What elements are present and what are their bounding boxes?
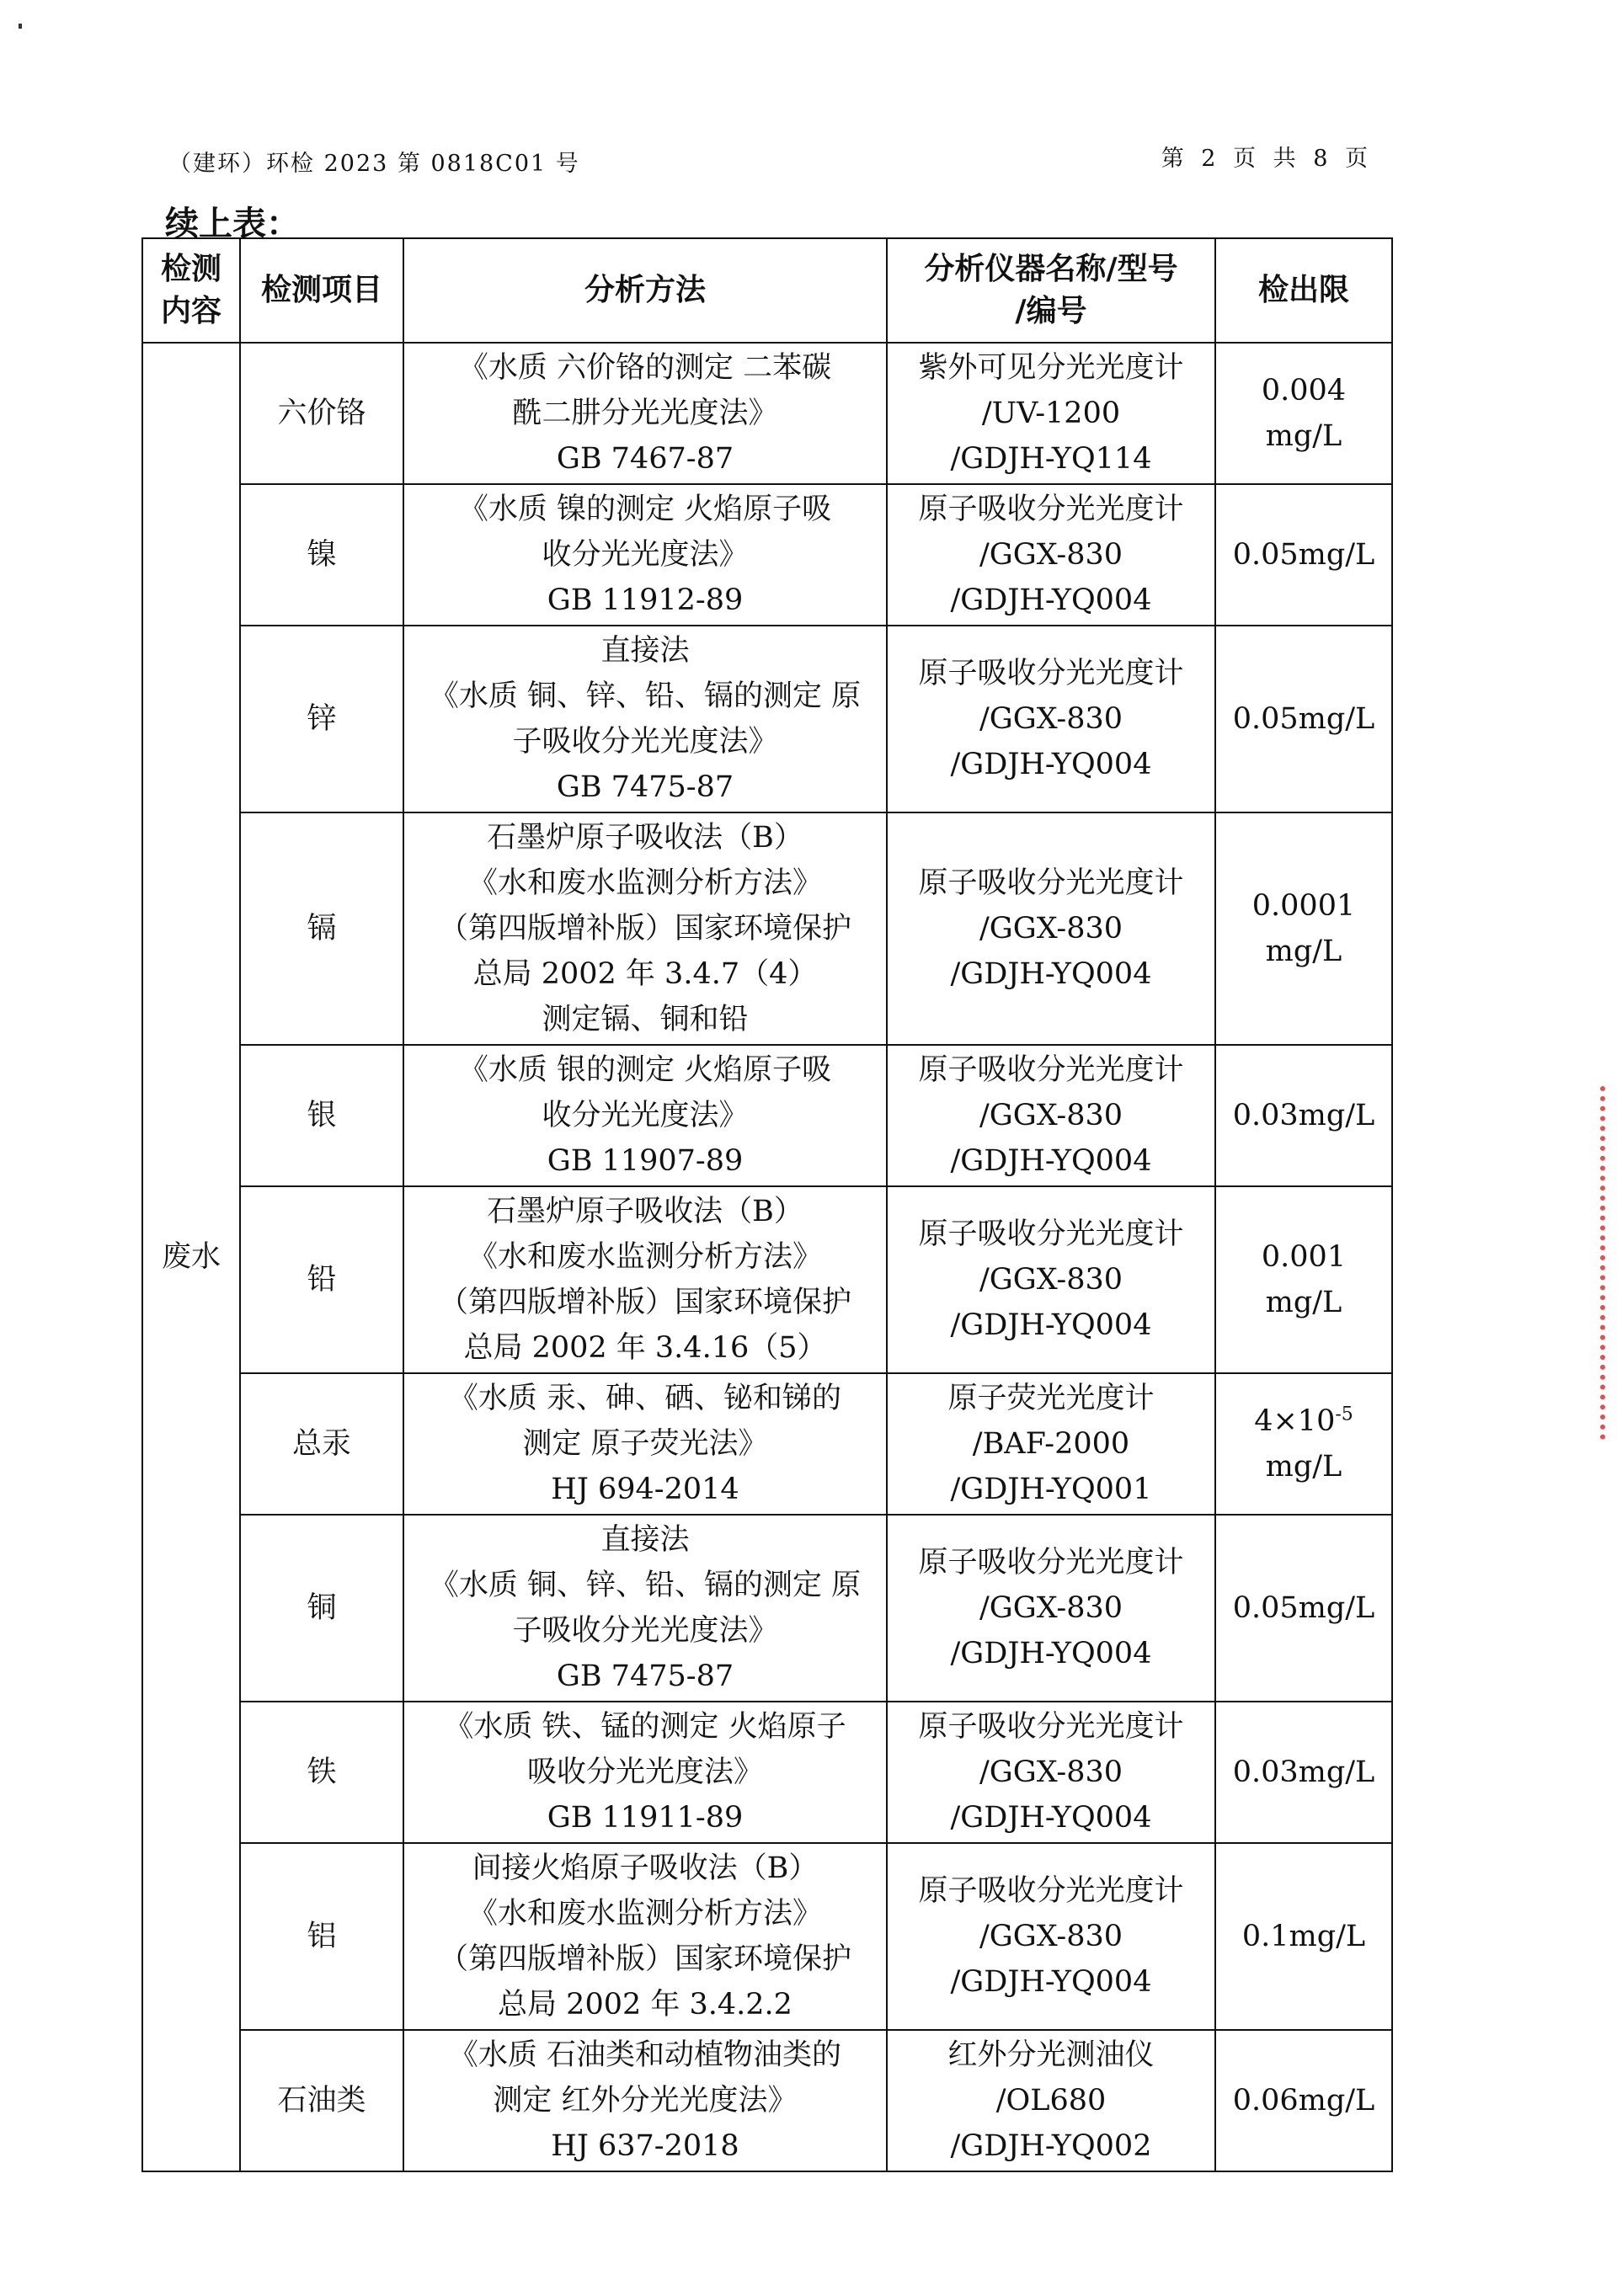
method-cell-line: 直接法 xyxy=(600,634,690,668)
table-row xyxy=(142,2030,1392,2171)
method-cell-line: 子吸收分光光度法》 xyxy=(512,1614,778,1648)
method-cell-line: 《水质 六价铬的测定 二苯碳 xyxy=(458,351,832,385)
report-number: （建环）环检 2023 第 0818C01 号 xyxy=(168,151,580,177)
page-indicator: 第 2 页 共 8 页 xyxy=(1161,146,1373,172)
method-cell-line: 《水质 铜、锌、铅、镉的测定 原 xyxy=(429,1569,862,1602)
header-instrument-2: /编号 xyxy=(1015,294,1087,328)
instrument-cell xyxy=(887,343,1215,484)
method-cell-line: GB 7475-87 xyxy=(556,1659,734,1693)
method-cell-line: 收分光光度法》 xyxy=(542,1099,749,1132)
limit-cell xyxy=(1215,484,1392,626)
method-cell-line: GB 11912-89 xyxy=(547,583,744,617)
table-row xyxy=(142,1843,1392,2030)
instrument-cell xyxy=(887,484,1215,626)
method-cell xyxy=(403,2030,887,2171)
method-cell-line: 《水质 铁、锰的测定 火焰原子 xyxy=(444,1710,846,1744)
limit-cell xyxy=(1215,1843,1392,2030)
limit-cell-line: 0.03mg/L xyxy=(1232,1099,1375,1132)
method-cell-line: 子吸收分光光度法》 xyxy=(512,725,778,759)
method-cell-line: GB 11911-89 xyxy=(547,1801,744,1835)
instrument-cell-line: 原子吸收分光光度计 xyxy=(918,1053,1184,1087)
method-cell-line: GB 7475-87 xyxy=(556,770,734,804)
method-cell-line: （第四版增补版）国家环境保护 xyxy=(438,1942,851,1976)
table-row xyxy=(142,626,1392,812)
table-header-row xyxy=(142,238,1392,343)
limit-cell xyxy=(1215,1045,1392,1186)
method-cell-line: 间接火焰原子吸收法（B） xyxy=(472,1851,819,1885)
limit-cell-line: 0.05mg/L xyxy=(1232,702,1375,736)
continued-label: 续上表： xyxy=(165,205,300,243)
method-cell xyxy=(403,1702,887,1843)
instrument-cell-line: /GGX-830 xyxy=(979,1591,1123,1625)
instrument-cell-line: /GDJH-YQ001 xyxy=(950,1473,1152,1506)
header-instrument-1: 分析仪器名称/型号 xyxy=(924,252,1178,286)
method-cell-line: 《水和废水监测分析方法》 xyxy=(467,1240,822,1274)
item-cell: 铁 xyxy=(240,1702,403,1843)
method-cell-line: 酰二肼分光光度法》 xyxy=(512,397,778,430)
instrument-cell-line: /GGX-830 xyxy=(979,1263,1123,1297)
instrument-cell xyxy=(887,1515,1215,1702)
instrument-cell-line: /GGX-830 xyxy=(979,1099,1123,1132)
method-cell-line: 《水和废水监测分析方法》 xyxy=(467,866,822,900)
header-detection-content-1: 检测 xyxy=(160,252,221,286)
limit-cell xyxy=(1215,1186,1392,1373)
instrument-cell xyxy=(887,1186,1215,1373)
table-row xyxy=(142,1515,1392,1702)
instrument-cell xyxy=(887,812,1215,1045)
method-cell-line: 直接法 xyxy=(600,1523,690,1557)
instrument-cell xyxy=(887,1045,1215,1186)
red-seal-edge xyxy=(1600,1086,1617,1440)
table-row xyxy=(142,1186,1392,1373)
limit-cell-line: 0.004 xyxy=(1261,374,1347,408)
method-cell xyxy=(403,484,887,626)
instrument-cell-line: 原子荧光光度计 xyxy=(947,1382,1155,1415)
item-cell: 铅 xyxy=(240,1186,403,1373)
method-cell-line: 《水质 镍的测定 火焰原子吸 xyxy=(458,493,832,526)
instrument-cell-line: /GGX-830 xyxy=(979,702,1123,736)
instrument-cell-line: /OL680 xyxy=(995,2084,1107,2118)
limit-cell-line: 0.05mg/L xyxy=(1232,538,1375,572)
method-cell xyxy=(403,1515,887,1702)
instrument-cell-line: 原子吸收分光光度计 xyxy=(918,493,1184,526)
table-row xyxy=(142,1373,1392,1515)
instrument-cell-line: /GDJH-YQ004 xyxy=(950,1801,1152,1835)
limit-cell-line: mg/L xyxy=(1265,1450,1342,1484)
table-row xyxy=(142,1045,1392,1186)
limit-cell-line: 0.001 xyxy=(1261,1240,1347,1274)
instrument-cell-line: /GDJH-YQ002 xyxy=(950,2129,1152,2163)
limit-cell-line: 0.06mg/L xyxy=(1232,2084,1375,2118)
limit-cell xyxy=(1215,1702,1392,1843)
limit-cell-line: 0.05mg/L xyxy=(1232,1591,1375,1625)
method-cell-line: 《水和废水监测分析方法》 xyxy=(467,1897,822,1931)
instrument-cell-line: 原子吸收分光光度计 xyxy=(918,866,1184,900)
method-cell-line: HJ 694-2014 xyxy=(551,1473,739,1506)
method-cell xyxy=(403,343,887,484)
limit-cell-line: mg/L xyxy=(1265,1286,1342,1319)
instrument-cell-line: /GDJH-YQ004 xyxy=(950,1965,1152,1999)
item-cell: 锌 xyxy=(240,626,403,812)
instrument-cell-line: 紫外可见分光光度计 xyxy=(918,351,1184,385)
method-cell-line: （第四版增补版）国家环境保护 xyxy=(438,912,851,946)
method-cell xyxy=(403,1843,887,2030)
header-detection-content xyxy=(142,238,240,343)
instrument-cell-line: 原子吸收分光光度计 xyxy=(918,1874,1184,1908)
limit-cell xyxy=(1215,1373,1392,1515)
instrument-cell-line: /GDJH-YQ004 xyxy=(950,957,1152,991)
instrument-cell xyxy=(887,2030,1215,2171)
instrument-cell xyxy=(887,1702,1215,1843)
method-cell xyxy=(403,1373,887,1515)
instrument-cell-line: /GDJH-YQ114 xyxy=(950,442,1152,476)
limit-cell xyxy=(1215,1515,1392,1702)
limit-cell xyxy=(1215,812,1392,1045)
table-row xyxy=(142,812,1392,1045)
method-cell-line: HJ 637-2018 xyxy=(551,2129,739,2163)
limit-cell-line: 0.1mg/L xyxy=(1241,1920,1366,1953)
limit-exponent: -5 xyxy=(1335,1404,1353,1425)
method-cell-line: GB 7467-87 xyxy=(556,442,734,476)
instrument-cell-line: /GDJH-YQ004 xyxy=(950,748,1152,781)
instrument-cell-line: 原子吸收分光光度计 xyxy=(918,1546,1184,1579)
instrument-cell xyxy=(887,1373,1215,1515)
method-cell-line: 《水质 铜、锌、铅、镉的测定 原 xyxy=(429,679,862,713)
instrument-cell-line: /GDJH-YQ004 xyxy=(950,1308,1152,1342)
item-cell: 铝 xyxy=(240,1843,403,2030)
method-cell xyxy=(403,1186,887,1373)
header-detection-content-2: 内容 xyxy=(160,294,221,328)
method-cell-line: 石墨炉原子吸收法（B） xyxy=(487,1195,803,1228)
header-instrument xyxy=(887,238,1215,343)
item-cell: 总汞 xyxy=(240,1373,403,1515)
method-cell-line: 测定 红外分光光度法》 xyxy=(493,2084,798,2118)
category-cell: 废水 xyxy=(142,343,240,2171)
instrument-cell-line: /GDJH-YQ004 xyxy=(950,1637,1152,1670)
limit-base: 4×10 xyxy=(1254,1404,1336,1438)
method-cell-line: 《水质 银的测定 火焰原子吸 xyxy=(458,1053,832,1087)
limit-cell-line: mg/L xyxy=(1265,419,1342,453)
limit-cell xyxy=(1215,626,1392,812)
header-detection-limit: 检出限 xyxy=(1215,238,1392,343)
scan-speck xyxy=(19,24,22,29)
limit-cell-line: mg/L xyxy=(1265,935,1342,968)
header-detection-item: 检测项目 xyxy=(240,238,403,343)
item-cell: 石油类 xyxy=(240,2030,403,2171)
instrument-cell-line: /GGX-830 xyxy=(979,538,1123,572)
item-cell: 铜 xyxy=(240,1515,403,1702)
instrument-cell-line: 红外分光测油仪 xyxy=(947,2038,1155,2072)
instrument-cell-line: /GGX-830 xyxy=(979,1920,1123,1953)
instrument-cell-line: /UV-1200 xyxy=(981,397,1121,430)
limit-cell xyxy=(1215,343,1392,484)
instrument-cell-line: /BAF-2000 xyxy=(972,1427,1130,1461)
detection-method-table xyxy=(141,237,1393,2172)
method-cell xyxy=(403,1045,887,1186)
method-cell-line: 石墨炉原子吸收法（B） xyxy=(487,821,803,855)
method-cell-line: 吸收分光光度法》 xyxy=(526,1755,763,1789)
method-cell-line: 测定镉、铜和铅 xyxy=(542,1003,749,1036)
instrument-cell xyxy=(887,1843,1215,2030)
item-cell: 镉 xyxy=(240,812,403,1045)
method-cell-line: 《水质 汞、砷、硒、铋和锑的 xyxy=(448,1382,842,1415)
item-cell: 镍 xyxy=(240,484,403,626)
instrument-cell-line: 原子吸收分光光度计 xyxy=(918,1217,1184,1251)
item-cell: 六价铬 xyxy=(240,343,403,484)
table-row xyxy=(142,343,1392,484)
method-cell xyxy=(403,626,887,812)
instrument-cell xyxy=(887,626,1215,812)
limit-cell-line xyxy=(1221,1398,1386,1444)
instrument-cell-line: /GGX-830 xyxy=(979,1755,1123,1789)
instrument-cell-line: 原子吸收分光光度计 xyxy=(918,657,1184,690)
instrument-cell-line: /GDJH-YQ004 xyxy=(950,1144,1152,1178)
instrument-cell-line: /GDJH-YQ004 xyxy=(950,583,1152,617)
method-cell-line: GB 11907-89 xyxy=(547,1144,744,1178)
method-cell-line: 测定 原子荧光法》 xyxy=(522,1427,768,1461)
method-cell xyxy=(403,812,887,1045)
method-cell-line: （第四版增补版）国家环境保护 xyxy=(438,1286,851,1319)
method-cell-line: 总局 2002 年 3.4.2.2 xyxy=(498,1988,792,2022)
table-row xyxy=(142,484,1392,626)
limit-cell-line: 0.03mg/L xyxy=(1232,1755,1375,1789)
method-cell-line: 总局 2002 年 3.4.16（5） xyxy=(463,1331,827,1365)
method-cell-line: 收分光光度法》 xyxy=(542,538,749,572)
instrument-cell-line: /GGX-830 xyxy=(979,912,1123,946)
limit-cell xyxy=(1215,2030,1392,2171)
instrument-cell-line: 原子吸收分光光度计 xyxy=(918,1710,1184,1744)
table-row xyxy=(142,1702,1392,1843)
limit-cell-line: 0.0001 xyxy=(1251,889,1356,923)
item-cell: 银 xyxy=(240,1045,403,1186)
method-cell-line: 《水质 石油类和动植物油类的 xyxy=(448,2038,842,2072)
method-cell-line: 总局 2002 年 3.4.7（4） xyxy=(472,957,818,991)
header-analysis-method: 分析方法 xyxy=(403,238,887,343)
